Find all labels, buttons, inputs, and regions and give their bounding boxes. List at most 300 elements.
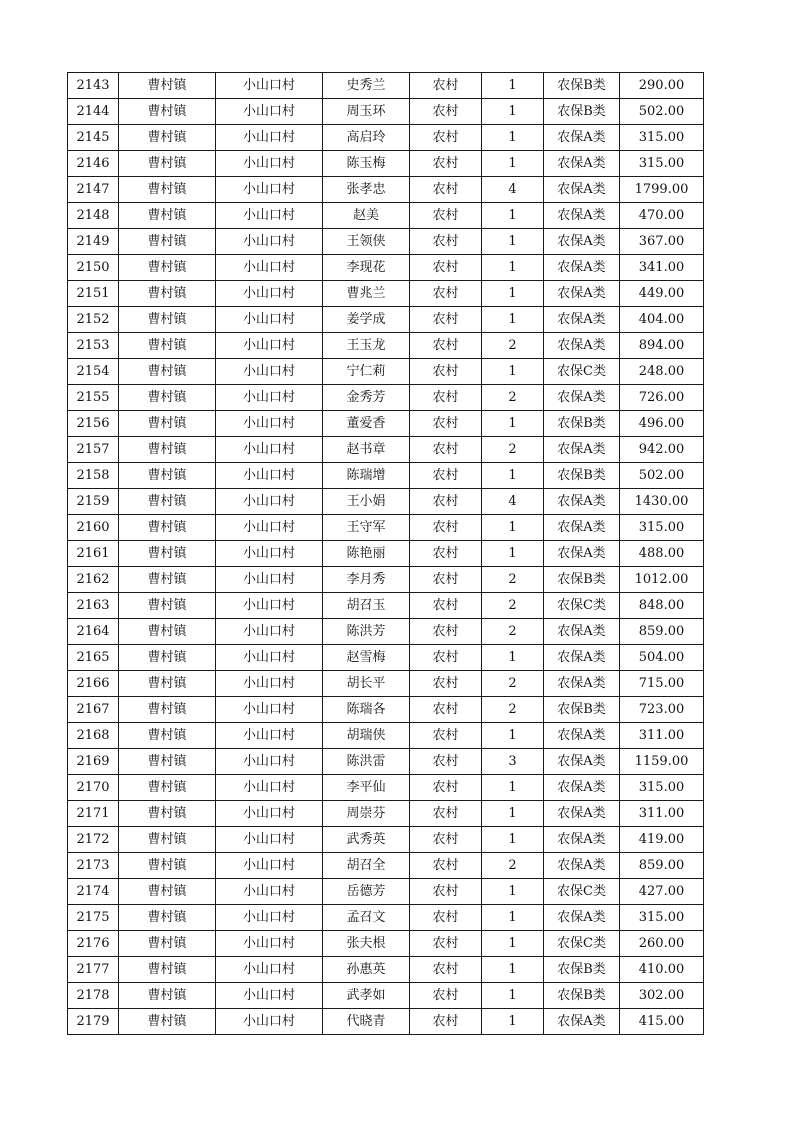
name-cell: 李平仙 — [323, 775, 410, 801]
table-row — [68, 281, 704, 307]
name-cell: 武孝如 — [323, 983, 410, 1009]
category-cell: 农保A类 — [544, 437, 620, 463]
category-cell: 农保A类 — [544, 307, 620, 333]
amount-cell: 311.00 — [620, 801, 704, 827]
household-type-cell: 农村 — [410, 879, 482, 905]
table-row — [68, 385, 704, 411]
category-cell: 农保A类 — [544, 723, 620, 749]
town-cell: 曹村镇 — [119, 1009, 216, 1035]
name-cell: 陈玉梅 — [323, 151, 410, 177]
member-count-cell: 2 — [482, 437, 544, 463]
town-cell: 曹村镇 — [119, 307, 216, 333]
table-row — [68, 151, 704, 177]
name-cell: 周崇芬 — [323, 801, 410, 827]
beneficiary-table — [67, 72, 704, 1035]
table-row — [68, 619, 704, 645]
name-cell: 宁仁莉 — [323, 359, 410, 385]
town-cell: 曹村镇 — [119, 567, 216, 593]
town-cell: 曹村镇 — [119, 177, 216, 203]
name-cell: 王小娟 — [323, 489, 410, 515]
village-cell: 小山口村 — [216, 983, 323, 1009]
row-number-cell: 2143 — [68, 73, 119, 99]
row-number-cell: 2159 — [68, 489, 119, 515]
category-cell: 农保B类 — [544, 463, 620, 489]
name-cell: 胡瑞侠 — [323, 723, 410, 749]
village-cell: 小山口村 — [216, 723, 323, 749]
town-cell: 曹村镇 — [119, 151, 216, 177]
member-count-cell: 2 — [482, 853, 544, 879]
table-row — [68, 99, 704, 125]
row-number-cell: 2167 — [68, 697, 119, 723]
amount-cell: 1799.00 — [620, 177, 704, 203]
table-row — [68, 515, 704, 541]
member-count-cell: 1 — [482, 515, 544, 541]
table-row — [68, 671, 704, 697]
village-cell: 小山口村 — [216, 489, 323, 515]
member-count-cell: 2 — [482, 333, 544, 359]
household-type-cell: 农村 — [410, 73, 482, 99]
village-cell: 小山口村 — [216, 203, 323, 229]
household-type-cell: 农村 — [410, 749, 482, 775]
name-cell: 代晓青 — [323, 1009, 410, 1035]
name-cell: 张夫根 — [323, 931, 410, 957]
category-cell: 农保B类 — [544, 983, 620, 1009]
village-cell: 小山口村 — [216, 853, 323, 879]
village-cell: 小山口村 — [216, 905, 323, 931]
table-row — [68, 879, 704, 905]
name-cell: 李月秀 — [323, 567, 410, 593]
village-cell: 小山口村 — [216, 255, 323, 281]
name-cell: 董爱香 — [323, 411, 410, 437]
row-number-cell: 2171 — [68, 801, 119, 827]
village-cell: 小山口村 — [216, 151, 323, 177]
table-row — [68, 983, 704, 1009]
table-row — [68, 931, 704, 957]
member-count-cell: 1 — [482, 983, 544, 1009]
category-cell: 农保A类 — [544, 775, 620, 801]
category-cell: 农保A类 — [544, 385, 620, 411]
town-cell: 曹村镇 — [119, 255, 216, 281]
household-type-cell: 农村 — [410, 801, 482, 827]
member-count-cell: 4 — [482, 489, 544, 515]
category-cell: 农保A类 — [544, 229, 620, 255]
amount-cell: 419.00 — [620, 827, 704, 853]
name-cell: 陈瑞各 — [323, 697, 410, 723]
category-cell: 农保A类 — [544, 255, 620, 281]
row-number-cell: 2145 — [68, 125, 119, 151]
town-cell: 曹村镇 — [119, 437, 216, 463]
member-count-cell: 1 — [482, 723, 544, 749]
town-cell: 曹村镇 — [119, 203, 216, 229]
town-cell: 曹村镇 — [119, 671, 216, 697]
row-number-cell: 2157 — [68, 437, 119, 463]
member-count-cell: 1 — [482, 775, 544, 801]
row-number-cell: 2162 — [68, 567, 119, 593]
name-cell: 史秀兰 — [323, 73, 410, 99]
amount-cell: 942.00 — [620, 437, 704, 463]
village-cell: 小山口村 — [216, 645, 323, 671]
town-cell: 曹村镇 — [119, 983, 216, 1009]
category-cell: 农保B类 — [544, 99, 620, 125]
amount-cell: 894.00 — [620, 333, 704, 359]
amount-cell: 488.00 — [620, 541, 704, 567]
village-cell: 小山口村 — [216, 697, 323, 723]
row-number-cell: 2155 — [68, 385, 119, 411]
member-count-cell: 1 — [482, 931, 544, 957]
household-type-cell: 农村 — [410, 151, 482, 177]
row-number-cell: 2153 — [68, 333, 119, 359]
name-cell: 胡长平 — [323, 671, 410, 697]
member-count-cell: 1 — [482, 801, 544, 827]
town-cell: 曹村镇 — [119, 489, 216, 515]
village-cell: 小山口村 — [216, 567, 323, 593]
table-row — [68, 177, 704, 203]
category-cell: 农保A类 — [544, 151, 620, 177]
amount-cell: 427.00 — [620, 879, 704, 905]
amount-cell: 315.00 — [620, 151, 704, 177]
village-cell: 小山口村 — [216, 541, 323, 567]
town-cell: 曹村镇 — [119, 463, 216, 489]
amount-cell: 1012.00 — [620, 567, 704, 593]
village-cell: 小山口村 — [216, 463, 323, 489]
table-row — [68, 697, 704, 723]
member-count-cell: 1 — [482, 1009, 544, 1035]
category-cell: 农保A类 — [544, 671, 620, 697]
town-cell: 曹村镇 — [119, 723, 216, 749]
category-cell: 农保A类 — [544, 333, 620, 359]
category-cell: 农保B类 — [544, 697, 620, 723]
table-row — [68, 125, 704, 151]
member-count-cell: 1 — [482, 203, 544, 229]
category-cell: 农保A类 — [544, 515, 620, 541]
household-type-cell: 农村 — [410, 515, 482, 541]
name-cell: 王领侠 — [323, 229, 410, 255]
village-cell: 小山口村 — [216, 619, 323, 645]
row-number-cell: 2156 — [68, 411, 119, 437]
name-cell: 赵雪梅 — [323, 645, 410, 671]
member-count-cell: 1 — [482, 905, 544, 931]
household-type-cell: 农村 — [410, 203, 482, 229]
amount-cell: 302.00 — [620, 983, 704, 1009]
table-row — [68, 593, 704, 619]
household-type-cell: 农村 — [410, 567, 482, 593]
village-cell: 小山口村 — [216, 177, 323, 203]
village-cell: 小山口村 — [216, 99, 323, 125]
amount-cell: 341.00 — [620, 255, 704, 281]
row-number-cell: 2179 — [68, 1009, 119, 1035]
category-cell: 农保C类 — [544, 359, 620, 385]
amount-cell: 315.00 — [620, 775, 704, 801]
row-number-cell: 2154 — [68, 359, 119, 385]
household-type-cell: 农村 — [410, 177, 482, 203]
table-row — [68, 957, 704, 983]
village-cell: 小山口村 — [216, 437, 323, 463]
member-count-cell: 2 — [482, 593, 544, 619]
row-number-cell: 2161 — [68, 541, 119, 567]
town-cell: 曹村镇 — [119, 229, 216, 255]
table-row — [68, 1009, 704, 1035]
category-cell: 农保A类 — [544, 645, 620, 671]
amount-cell: 260.00 — [620, 931, 704, 957]
amount-cell: 848.00 — [620, 593, 704, 619]
table-row — [68, 567, 704, 593]
town-cell: 曹村镇 — [119, 593, 216, 619]
household-type-cell: 农村 — [410, 437, 482, 463]
town-cell: 曹村镇 — [119, 359, 216, 385]
member-count-cell: 2 — [482, 567, 544, 593]
category-cell: 农保A类 — [544, 619, 620, 645]
name-cell: 周玉环 — [323, 99, 410, 125]
amount-cell: 248.00 — [620, 359, 704, 385]
category-cell: 农保B类 — [544, 567, 620, 593]
town-cell: 曹村镇 — [119, 957, 216, 983]
household-type-cell: 农村 — [410, 853, 482, 879]
household-type-cell: 农村 — [410, 697, 482, 723]
village-cell: 小山口村 — [216, 385, 323, 411]
name-cell: 武秀英 — [323, 827, 410, 853]
member-count-cell: 1 — [482, 255, 544, 281]
table-row — [68, 827, 704, 853]
member-count-cell: 4 — [482, 177, 544, 203]
household-type-cell: 农村 — [410, 827, 482, 853]
village-cell: 小山口村 — [216, 931, 323, 957]
household-type-cell: 农村 — [410, 99, 482, 125]
member-count-cell: 2 — [482, 697, 544, 723]
table-row — [68, 307, 704, 333]
name-cell: 陈瑞增 — [323, 463, 410, 489]
town-cell: 曹村镇 — [119, 515, 216, 541]
name-cell: 胡召全 — [323, 853, 410, 879]
row-number-cell: 2152 — [68, 307, 119, 333]
household-type-cell: 农村 — [410, 359, 482, 385]
household-type-cell: 农村 — [410, 905, 482, 931]
table-row — [68, 229, 704, 255]
category-cell: 农保B类 — [544, 73, 620, 99]
amount-cell: 410.00 — [620, 957, 704, 983]
household-type-cell: 农村 — [410, 983, 482, 1009]
village-cell: 小山口村 — [216, 749, 323, 775]
row-number-cell: 2177 — [68, 957, 119, 983]
member-count-cell: 2 — [482, 619, 544, 645]
town-cell: 曹村镇 — [119, 73, 216, 99]
amount-cell: 502.00 — [620, 463, 704, 489]
name-cell: 金秀芳 — [323, 385, 410, 411]
name-cell: 陈洪芳 — [323, 619, 410, 645]
town-cell: 曹村镇 — [119, 333, 216, 359]
household-type-cell: 农村 — [410, 385, 482, 411]
household-type-cell: 农村 — [410, 775, 482, 801]
member-count-cell: 1 — [482, 827, 544, 853]
village-cell: 小山口村 — [216, 515, 323, 541]
category-cell: 农保A类 — [544, 281, 620, 307]
amount-cell: 496.00 — [620, 411, 704, 437]
name-cell: 孙惠英 — [323, 957, 410, 983]
row-number-cell: 2144 — [68, 99, 119, 125]
town-cell: 曹村镇 — [119, 775, 216, 801]
village-cell: 小山口村 — [216, 957, 323, 983]
village-cell: 小山口村 — [216, 775, 323, 801]
table-row — [68, 541, 704, 567]
household-type-cell: 农村 — [410, 463, 482, 489]
row-number-cell: 2169 — [68, 749, 119, 775]
household-type-cell: 农村 — [410, 333, 482, 359]
row-number-cell: 2175 — [68, 905, 119, 931]
member-count-cell: 1 — [482, 879, 544, 905]
amount-cell: 726.00 — [620, 385, 704, 411]
category-cell: 农保C类 — [544, 931, 620, 957]
household-type-cell: 农村 — [410, 645, 482, 671]
village-cell: 小山口村 — [216, 801, 323, 827]
household-type-cell: 农村 — [410, 593, 482, 619]
name-cell: 赵书章 — [323, 437, 410, 463]
member-count-cell: 1 — [482, 645, 544, 671]
row-number-cell: 2150 — [68, 255, 119, 281]
household-type-cell: 农村 — [410, 255, 482, 281]
household-type-cell: 农村 — [410, 281, 482, 307]
town-cell: 曹村镇 — [119, 879, 216, 905]
category-cell: 农保A类 — [544, 1009, 620, 1035]
village-cell: 小山口村 — [216, 333, 323, 359]
town-cell: 曹村镇 — [119, 931, 216, 957]
town-cell: 曹村镇 — [119, 905, 216, 931]
row-number-cell: 2173 — [68, 853, 119, 879]
category-cell: 农保A类 — [544, 125, 620, 151]
village-cell: 小山口村 — [216, 827, 323, 853]
table-row — [68, 853, 704, 879]
amount-cell: 723.00 — [620, 697, 704, 723]
table-row — [68, 463, 704, 489]
member-count-cell: 1 — [482, 957, 544, 983]
village-cell: 小山口村 — [216, 73, 323, 99]
member-count-cell: 1 — [482, 125, 544, 151]
household-type-cell: 农村 — [410, 307, 482, 333]
household-type-cell: 农村 — [410, 671, 482, 697]
category-cell: 农保A类 — [544, 749, 620, 775]
row-number-cell: 2165 — [68, 645, 119, 671]
household-type-cell: 农村 — [410, 411, 482, 437]
table-row — [68, 411, 704, 437]
row-number-cell: 2163 — [68, 593, 119, 619]
name-cell: 岳德芳 — [323, 879, 410, 905]
category-cell: 农保B类 — [544, 411, 620, 437]
category-cell: 农保A类 — [544, 853, 620, 879]
table-row — [68, 905, 704, 931]
member-count-cell: 1 — [482, 73, 544, 99]
name-cell: 高启玲 — [323, 125, 410, 151]
village-cell: 小山口村 — [216, 671, 323, 697]
row-number-cell: 2174 — [68, 879, 119, 905]
household-type-cell: 农村 — [410, 489, 482, 515]
row-number-cell: 2147 — [68, 177, 119, 203]
amount-cell: 1159.00 — [620, 749, 704, 775]
amount-cell: 367.00 — [620, 229, 704, 255]
name-cell: 李现花 — [323, 255, 410, 281]
row-number-cell: 2160 — [68, 515, 119, 541]
member-count-cell: 1 — [482, 99, 544, 125]
name-cell: 胡召玉 — [323, 593, 410, 619]
member-count-cell: 1 — [482, 151, 544, 177]
name-cell: 王玉龙 — [323, 333, 410, 359]
amount-cell: 315.00 — [620, 515, 704, 541]
table-row — [68, 723, 704, 749]
town-cell: 曹村镇 — [119, 541, 216, 567]
name-cell: 王守军 — [323, 515, 410, 541]
town-cell: 曹村镇 — [119, 801, 216, 827]
village-cell: 小山口村 — [216, 229, 323, 255]
table-row — [68, 73, 704, 99]
table-row — [68, 801, 704, 827]
category-cell: 农保A类 — [544, 203, 620, 229]
category-cell: 农保B类 — [544, 957, 620, 983]
member-count-cell: 2 — [482, 385, 544, 411]
table-row — [68, 749, 704, 775]
household-type-cell: 农村 — [410, 125, 482, 151]
row-number-cell: 2164 — [68, 619, 119, 645]
amount-cell: 404.00 — [620, 307, 704, 333]
amount-cell: 311.00 — [620, 723, 704, 749]
member-count-cell: 1 — [482, 411, 544, 437]
household-type-cell: 农村 — [410, 541, 482, 567]
name-cell: 姜学成 — [323, 307, 410, 333]
row-number-cell: 2149 — [68, 229, 119, 255]
row-number-cell: 2166 — [68, 671, 119, 697]
table-row — [68, 437, 704, 463]
town-cell: 曹村镇 — [119, 853, 216, 879]
row-number-cell: 2148 — [68, 203, 119, 229]
amount-cell: 859.00 — [620, 853, 704, 879]
member-count-cell: 1 — [482, 463, 544, 489]
amount-cell: 315.00 — [620, 905, 704, 931]
amount-cell: 449.00 — [620, 281, 704, 307]
village-cell: 小山口村 — [216, 593, 323, 619]
category-cell: 农保A类 — [544, 489, 620, 515]
member-count-cell: 3 — [482, 749, 544, 775]
village-cell: 小山口村 — [216, 411, 323, 437]
table-row — [68, 359, 704, 385]
table-row — [68, 775, 704, 801]
table-body — [68, 73, 704, 1035]
village-cell: 小山口村 — [216, 307, 323, 333]
category-cell: 农保A类 — [544, 827, 620, 853]
village-cell: 小山口村 — [216, 281, 323, 307]
amount-cell: 504.00 — [620, 645, 704, 671]
name-cell: 孟召文 — [323, 905, 410, 931]
row-number-cell: 2172 — [68, 827, 119, 853]
amount-cell: 1430.00 — [620, 489, 704, 515]
member-count-cell: 2 — [482, 671, 544, 697]
household-type-cell: 农村 — [410, 619, 482, 645]
household-type-cell: 农村 — [410, 957, 482, 983]
village-cell: 小山口村 — [216, 125, 323, 151]
town-cell: 曹村镇 — [119, 411, 216, 437]
town-cell: 曹村镇 — [119, 749, 216, 775]
category-cell: 农保A类 — [544, 801, 620, 827]
town-cell: 曹村镇 — [119, 281, 216, 307]
amount-cell: 415.00 — [620, 1009, 704, 1035]
member-count-cell: 1 — [482, 307, 544, 333]
amount-cell: 859.00 — [620, 619, 704, 645]
village-cell: 小山口村 — [216, 879, 323, 905]
category-cell: 农保A类 — [544, 541, 620, 567]
amount-cell: 470.00 — [620, 203, 704, 229]
member-count-cell: 1 — [482, 541, 544, 567]
category-cell: 农保A类 — [544, 177, 620, 203]
member-count-cell: 1 — [482, 359, 544, 385]
name-cell: 曹兆兰 — [323, 281, 410, 307]
village-cell: 小山口村 — [216, 1009, 323, 1035]
category-cell: 农保C类 — [544, 593, 620, 619]
row-number-cell: 2146 — [68, 151, 119, 177]
